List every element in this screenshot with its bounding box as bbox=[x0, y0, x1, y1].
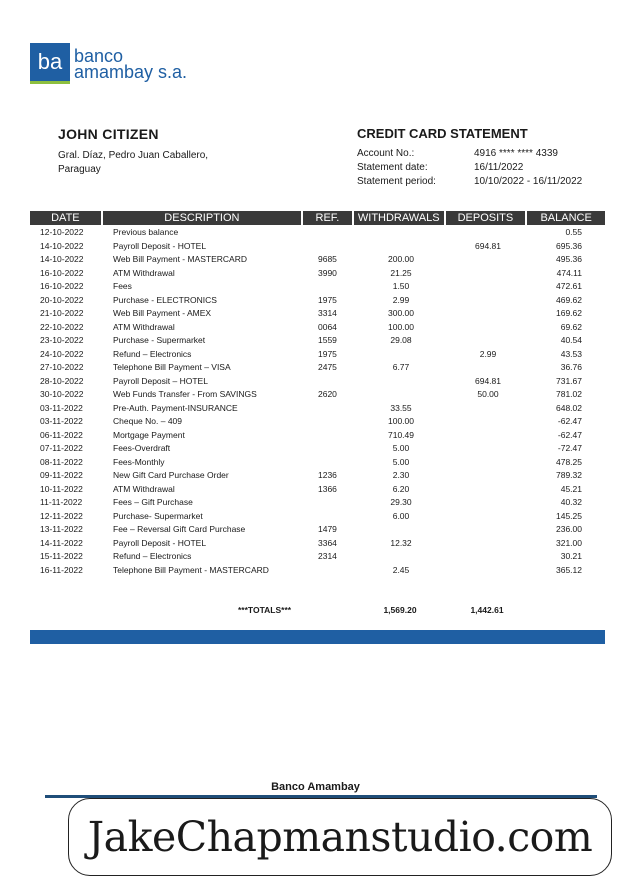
row-date: 07-11-2022 bbox=[40, 443, 83, 453]
bank-logo bbox=[30, 43, 187, 84]
row-date: 11-11-2022 bbox=[40, 497, 83, 507]
row-description: Refund – Electronics bbox=[113, 348, 192, 359]
row-balance: 30.21 bbox=[560, 551, 582, 561]
row-balance: 648.02 bbox=[556, 402, 582, 413]
row-description: Refund – Electronics bbox=[113, 551, 192, 561]
row-date: 20-10-2022 bbox=[40, 294, 84, 305]
row-date: 16-10-2022 bbox=[40, 281, 84, 291]
row-balance: 43.53 bbox=[560, 348, 582, 359]
row-description: ATM Withdrawal bbox=[113, 483, 175, 494]
row-description: ATM Withdrawal bbox=[113, 267, 175, 278]
row-balance: 236.00 bbox=[556, 524, 582, 534]
table-row bbox=[0, 496, 631, 510]
row-balance: -72.47 bbox=[557, 443, 582, 453]
row-balance: 145.25 bbox=[556, 510, 582, 521]
row-description: Purchase - Supermarket bbox=[113, 335, 206, 345]
row-description: Fees-Monthly bbox=[113, 456, 165, 467]
row-deposit: 50.00 bbox=[477, 389, 499, 399]
row-ref: 9685 bbox=[318, 254, 337, 264]
statement-title: CREDIT CARD STATEMENT bbox=[357, 126, 528, 141]
row-balance: 469.62 bbox=[556, 294, 582, 305]
watermark-banner bbox=[68, 798, 612, 876]
row-ref: 2314 bbox=[318, 551, 337, 561]
row-ref: 1975 bbox=[318, 348, 337, 359]
date-value: 16/11/2022 bbox=[474, 162, 524, 173]
row-date: 14-10-2022 bbox=[40, 240, 84, 251]
row-balance: 478.25 bbox=[556, 456, 582, 467]
row-description: Fee – Reversal Gift Card Purchase bbox=[113, 524, 246, 534]
row-description: Payroll Deposit - HOTEL bbox=[113, 240, 207, 251]
table-row bbox=[0, 334, 631, 348]
row-date: 08-11-2022 bbox=[40, 456, 83, 467]
row-withdrawal: 100.00 bbox=[388, 416, 414, 426]
address-line-1: Gral. Díaz, Pedro Juan Caballero, bbox=[58, 150, 209, 161]
row-ref: 3364 bbox=[318, 537, 337, 548]
table-row bbox=[0, 321, 631, 335]
table-row bbox=[0, 402, 631, 416]
row-description: Fees-Overdraft bbox=[113, 443, 171, 453]
row-balance: 695.36 bbox=[556, 240, 582, 251]
table-row bbox=[0, 510, 631, 524]
row-balance: -62.47 bbox=[557, 429, 582, 440]
row-balance: 321.00 bbox=[556, 537, 582, 548]
row-ref: 0064 bbox=[318, 321, 337, 332]
row-date: 09-11-2022 bbox=[40, 470, 83, 480]
row-withdrawal: 6.77 bbox=[392, 362, 410, 372]
row-withdrawal: 29.08 bbox=[390, 335, 412, 345]
row-description: Pre-Auth. Payment-INSURANCE bbox=[113, 402, 238, 413]
row-withdrawal: 1.50 bbox=[392, 281, 410, 291]
row-ref: 1975 bbox=[318, 294, 337, 305]
date-row bbox=[357, 161, 582, 175]
row-balance: 495.36 bbox=[556, 254, 582, 264]
watermark-text: JakeChapmanstudio.com bbox=[87, 813, 593, 861]
row-balance: 40.32 bbox=[560, 497, 582, 507]
customer-address bbox=[58, 149, 258, 177]
row-date: 23-10-2022 bbox=[40, 335, 84, 345]
row-balance: 169.62 bbox=[556, 308, 582, 318]
table-row bbox=[0, 280, 631, 294]
row-balance: 365.12 bbox=[556, 564, 582, 575]
row-ref: 3990 bbox=[318, 267, 337, 278]
row-withdrawal: 5.00 bbox=[392, 443, 410, 453]
row-description: Telephone Bill Payment – VISA bbox=[113, 362, 231, 372]
header-balance: BALANCE bbox=[527, 211, 605, 225]
account-row bbox=[357, 147, 582, 161]
row-description: Payroll Deposit - HOTEL bbox=[113, 537, 207, 548]
row-description: Payroll Deposit – HOTEL bbox=[113, 375, 208, 386]
table-row bbox=[0, 537, 631, 551]
row-balance: 472.61 bbox=[556, 281, 582, 291]
table-row bbox=[0, 523, 631, 537]
table-row bbox=[0, 388, 631, 402]
row-description: Fees bbox=[113, 281, 132, 291]
row-date: 21-10-2022 bbox=[40, 308, 84, 318]
row-date: 30-10-2022 bbox=[40, 389, 84, 399]
row-ref: 3314 bbox=[318, 308, 337, 318]
row-date: 14-10-2022 bbox=[40, 254, 84, 264]
table-row bbox=[0, 294, 631, 308]
header-date: DATE bbox=[30, 211, 101, 225]
row-date: 14-11-2022 bbox=[40, 537, 83, 548]
row-balance: 45.21 bbox=[560, 483, 582, 494]
period-value: 10/10/2022 - 16/11/2022 bbox=[474, 176, 583, 187]
row-date: 12-10-2022 bbox=[40, 227, 84, 237]
header-description: DESCRIPTION bbox=[103, 211, 301, 225]
row-withdrawal: 33.55 bbox=[390, 402, 412, 413]
totals-withdrawals: 1,569.20 bbox=[383, 605, 417, 615]
row-description: ATM Withdrawal bbox=[113, 321, 175, 332]
table-row bbox=[0, 442, 631, 456]
row-ref: 1479 bbox=[318, 524, 337, 534]
logo-line-2: amambay s.a. bbox=[74, 61, 188, 82]
table-row bbox=[0, 483, 631, 497]
row-withdrawal: 2.99 bbox=[392, 294, 410, 305]
table-row bbox=[0, 253, 631, 267]
row-date: 28-10-2022 bbox=[40, 375, 84, 386]
row-withdrawal: 29.30 bbox=[390, 497, 412, 507]
row-balance: 0.55 bbox=[565, 227, 582, 237]
row-date: 24-10-2022 bbox=[40, 348, 84, 359]
row-balance: 789.32 bbox=[556, 470, 582, 480]
table-row bbox=[0, 456, 631, 470]
row-withdrawal: 2.30 bbox=[392, 470, 410, 480]
account-label: Account No.: bbox=[357, 148, 415, 159]
row-withdrawal: 100.00 bbox=[388, 321, 414, 332]
row-balance: 36.76 bbox=[560, 362, 582, 372]
row-ref: 1366 bbox=[318, 483, 337, 494]
row-deposit: 694.81 bbox=[475, 375, 501, 386]
row-description: Telephone Bill Payment - MASTERCARD bbox=[113, 564, 269, 575]
customer-name: JOHN CITIZEN bbox=[58, 126, 159, 142]
account-value: 4916 **** **** 4339 bbox=[474, 148, 558, 159]
row-balance: 474.11 bbox=[556, 267, 582, 278]
logo-wordmark bbox=[74, 45, 188, 82]
row-deposit: 2.99 bbox=[479, 348, 497, 359]
statement-info bbox=[357, 147, 582, 189]
row-withdrawal: 6.20 bbox=[392, 483, 410, 494]
row-balance: 731.67 bbox=[556, 375, 582, 386]
table-row bbox=[0, 361, 631, 375]
row-description: Mortgage Payment bbox=[113, 429, 185, 440]
row-withdrawal: 2.45 bbox=[392, 564, 410, 575]
transaction-list bbox=[0, 226, 631, 577]
row-description: Web Funds Transfer - From SAVINGS bbox=[113, 389, 257, 399]
table-row bbox=[0, 226, 631, 240]
section-divider-bar bbox=[30, 630, 605, 644]
table-row bbox=[0, 267, 631, 281]
row-description: New Gift Card Purchase Order bbox=[113, 470, 229, 480]
header-ref: REF. bbox=[303, 211, 352, 225]
table-row bbox=[0, 415, 631, 429]
table-row bbox=[0, 348, 631, 362]
row-withdrawal: 710.49 bbox=[388, 429, 414, 440]
row-date: 10-11-2022 bbox=[40, 483, 83, 494]
row-date: 15-11-2022 bbox=[40, 551, 83, 561]
row-ref: 2475 bbox=[318, 362, 337, 372]
period-row bbox=[357, 175, 582, 189]
totals-label: ***TOTALS*** bbox=[238, 605, 292, 615]
row-balance: 781.02 bbox=[556, 389, 582, 399]
table-row bbox=[0, 550, 631, 564]
logo-mark: ba bbox=[30, 43, 70, 84]
row-date: 13-11-2022 bbox=[40, 524, 83, 534]
row-balance: 69.62 bbox=[560, 321, 582, 332]
row-description: Purchase - ELECTRONICS bbox=[113, 294, 217, 305]
row-balance: 40.54 bbox=[560, 335, 582, 345]
header-deposits: DEPOSITS bbox=[446, 211, 526, 225]
row-balance: -62.47 bbox=[557, 416, 582, 426]
row-description: Previous balance bbox=[113, 227, 179, 237]
row-date: 03-11-2022 bbox=[40, 402, 83, 413]
header-withdrawals: WITHDRAWALS bbox=[354, 211, 444, 225]
row-withdrawal: 300.00 bbox=[388, 308, 414, 318]
row-date: 16-10-2022 bbox=[40, 267, 84, 278]
table-row bbox=[0, 375, 631, 389]
table-row bbox=[0, 429, 631, 443]
row-deposit: 694.81 bbox=[475, 240, 501, 251]
logo-line-1: banco bbox=[74, 45, 124, 66]
row-description: Cheque No. – 409 bbox=[113, 416, 182, 426]
row-date: 22-10-2022 bbox=[40, 321, 84, 332]
row-withdrawal: 12.32 bbox=[390, 537, 412, 548]
row-description: Web Bill Payment - MASTERCARD bbox=[113, 254, 247, 264]
table-header bbox=[30, 211, 605, 225]
row-date: 06-11-2022 bbox=[40, 429, 83, 440]
period-label: Statement period: bbox=[357, 176, 436, 187]
footer-bank-name: Banco Amambay bbox=[271, 781, 360, 793]
row-description: Web Bill Payment - AMEX bbox=[113, 308, 212, 318]
row-ref: 1236 bbox=[318, 470, 337, 480]
totals-deposits: 1,442.61 bbox=[470, 605, 504, 615]
table-row bbox=[0, 240, 631, 254]
row-description: Purchase- Supermarket bbox=[113, 510, 203, 521]
table-row bbox=[0, 307, 631, 321]
row-withdrawal: 5.00 bbox=[392, 456, 410, 467]
row-date: 16-11-2022 bbox=[40, 564, 83, 575]
table-row bbox=[0, 469, 631, 483]
row-date: 03-11-2022 bbox=[40, 416, 83, 426]
address-line-2: Paraguay bbox=[58, 164, 101, 175]
row-date: 27-10-2022 bbox=[40, 362, 84, 372]
row-description: Fees – Gift Purchase bbox=[113, 497, 193, 507]
row-ref: 2620 bbox=[318, 389, 337, 399]
row-ref: 1559 bbox=[318, 335, 337, 345]
date-label: Statement date: bbox=[357, 162, 428, 173]
table-row bbox=[0, 564, 631, 578]
row-withdrawal: 21.25 bbox=[390, 267, 412, 278]
row-withdrawal: 6.00 bbox=[392, 510, 410, 521]
row-date: 12-11-2022 bbox=[40, 510, 83, 521]
row-withdrawal: 200.00 bbox=[388, 254, 414, 264]
